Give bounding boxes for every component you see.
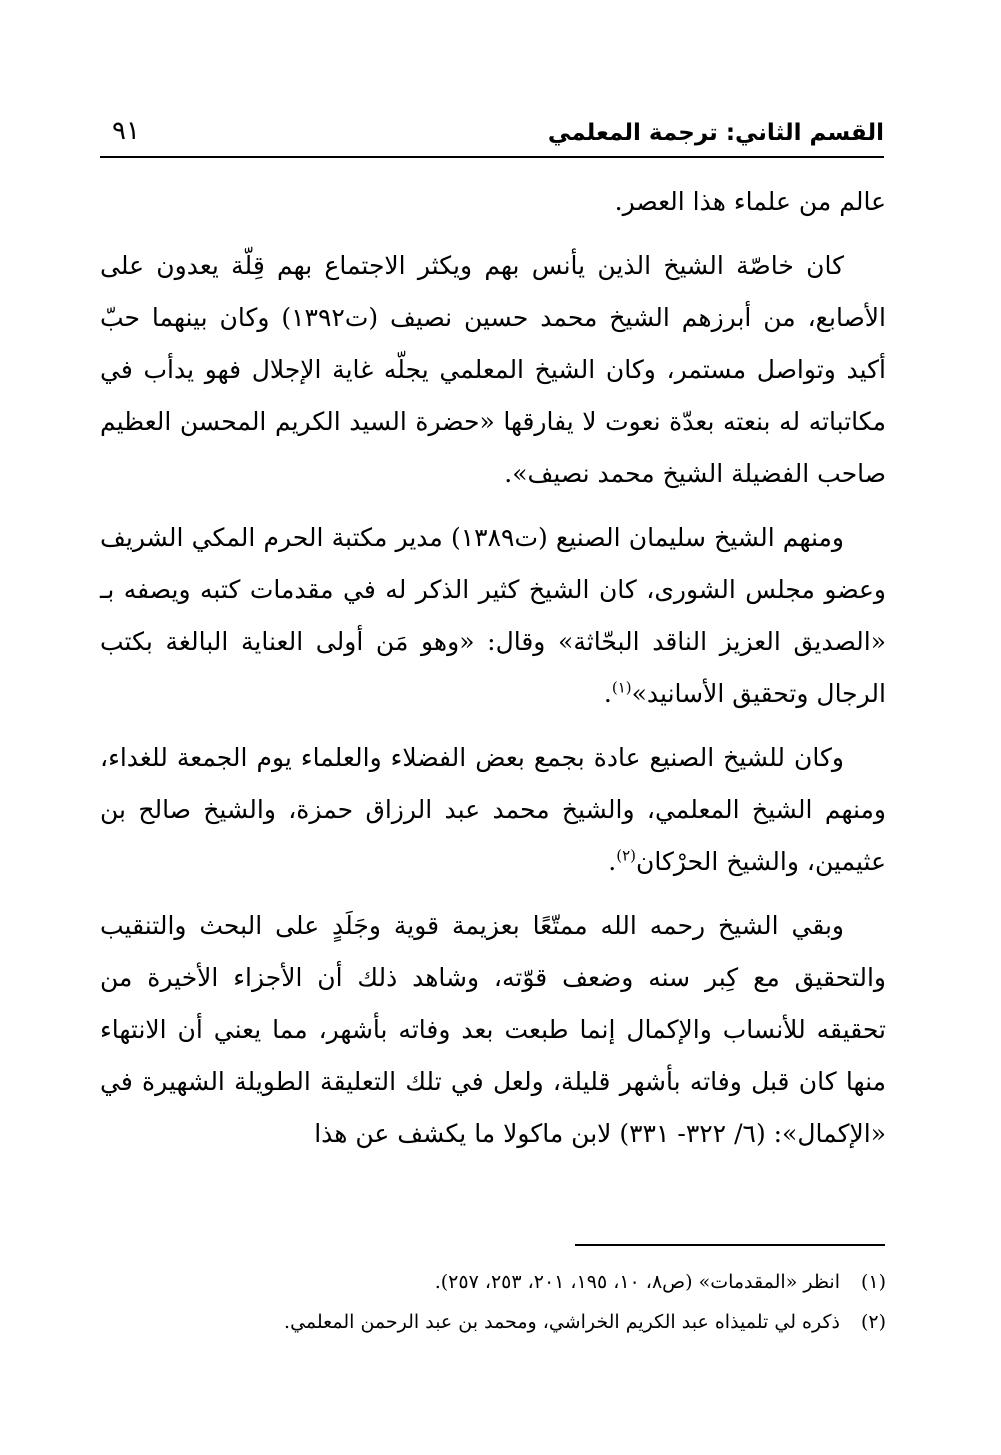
footnote-text: ذكره لي تلميذاه عبد الكريم الخراشي، ومحمد بن عبد الرحمن المعلمي. [284, 1311, 840, 1333]
paragraph-end: . [603, 679, 612, 708]
footnote-1 [100, 1262, 886, 1302]
paragraph-late-work [100, 900, 886, 1160]
paragraph-companions [100, 240, 886, 500]
footnotes [100, 1262, 886, 1342]
paragraph-continuation [100, 176, 886, 228]
footnote-ref-1[interactable]: (١) [611, 678, 632, 697]
paragraph-sulayman-alsunay [100, 512, 886, 720]
footnote-number: (١) [860, 1271, 886, 1293]
main-text [100, 176, 886, 1172]
paragraph-text: كان خاصّة الشيخ الذين يأنس بهم ويكثر الاجتماع بهم قِلّة يعدون على الأصابع، من أبرزهم الشيخ محمد حسين نصيف (ت١٣٩٢) وكان بينهما حبّ أكيد وتواصل مستمر، وكان الشيخ المعلمي يجلّه غاية الإجلال فهو يدأب في مكاتباته له بنعته بعدّة نعوت لا يفارقها «حضرة السيد الكريم المحسن العظيم صاحب الفضيلة الشيخ محمد نصيف». [100, 251, 886, 488]
paragraph-text: وبقي الشيخ رحمه الله ممتّعًا بعزيمة قوية وجَلَدٍ على البحث والتنقيب والتحقيق مع كِبر سنه وضعف قوّته، وشاهد ذلك أن الأجزاء الأخيرة من تحقيقه للأنساب والإكمال إنما طبعت بعد وفاته بأشهر، مما يعني أن الانتهاء منها كان قبل وفاته بأشهر قليلة، ولعل في تلك التعليقة الطويلة الشهيرة في «الإكمال»: (٦/ ٣٢٢- ٣٣١) لابن ماكولا ما يكشف عن هذا [100, 911, 886, 1148]
paragraph-friday-gathering [100, 732, 886, 888]
running-header [98, 112, 884, 158]
section-title: القسم الثاني: ترجمة المعلمي [547, 120, 884, 146]
paragraph-text: عالم من علماء هذا العصر. [614, 187, 886, 216]
footnote-2 [100, 1302, 886, 1342]
paragraph-text: ومنهم الشيخ سليمان الصنيع (ت١٣٨٩) مدير مكتبة الحرم المكي الشريف وعضو مجلس الشورى، كان الشيخ كثير الذكر له في مقدمات كتبه ويصفه بـ «الصديق العزيز الناقد البحّاثة» وقال: «وهو مَن أولى العناية البالغة بكتب الرجال وتحقيق الأسانيد» [100, 523, 886, 708]
page-number: ٩١ [112, 116, 140, 146]
footnote-number: (٢) [860, 1311, 886, 1333]
header-divider [100, 156, 884, 158]
footnote-ref-2[interactable]: (٢) [616, 846, 636, 865]
paragraph-end: . [608, 847, 617, 876]
footnote-text: انظر «المقدمات» (ص٨، ١٠، ١٩٥، ٢٠١، ٢٥٣، ٢٥٧). [434, 1271, 840, 1293]
paragraph-text: وكان للشيخ الصنيع عادة بجمع بعض الفضلاء والعلماء يوم الجمعة للغداء، ومنهم الشيخ المعلمي، والشيخ محمد عبد الرزاق حمزة، والشيخ صالح بن عثيمين، والشيخ الحرْكان [100, 743, 886, 876]
footnote-divider [575, 1244, 885, 1246]
